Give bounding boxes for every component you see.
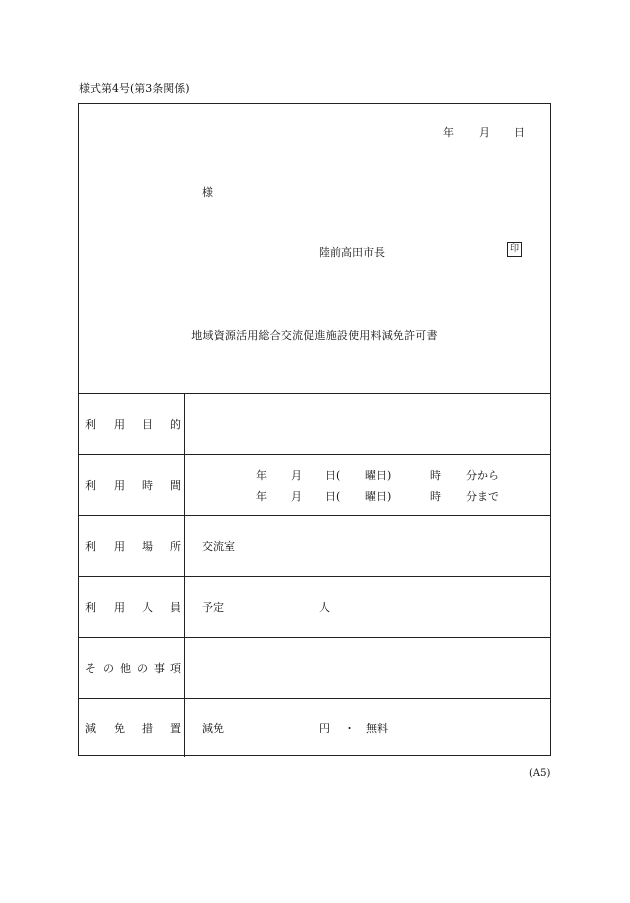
row-time	[79, 454, 550, 515]
reduction-prefix: 減免	[202, 722, 224, 735]
place-value: 交流室	[202, 540, 235, 553]
document-title: 地域資源活用総合交流促進施設使用料減免許可書	[191, 329, 438, 342]
people-prefix: 予定	[202, 601, 224, 614]
row-place-value	[185, 516, 550, 576]
people-unit: 人	[319, 601, 330, 614]
row-purpose-label: 利 用 目 的	[79, 394, 185, 454]
addressee-honorific: 様	[202, 186, 213, 199]
issuer-title: 陸前高田市長	[319, 246, 385, 259]
row-purpose-value	[185, 394, 550, 454]
row-other-value	[185, 638, 550, 698]
row-reduction-value	[185, 699, 550, 757]
form-header-area	[79, 104, 550, 394]
row-other	[79, 637, 550, 698]
row-reduction	[79, 698, 550, 757]
paper-size-label: (A5)	[529, 768, 551, 779]
row-people-label: 利 用 人 員	[79, 577, 185, 637]
reduction-yen-unit: 円	[319, 722, 330, 735]
row-people-value	[185, 577, 550, 637]
seal-mark: 印	[507, 242, 522, 257]
row-place-label: 利 用 場 所	[79, 516, 185, 576]
row-reduction-label: 減 免 措 置	[79, 699, 185, 757]
permit-form-frame	[78, 103, 551, 756]
row-other-label: そ の 他 の 事 項	[79, 638, 185, 698]
row-purpose	[79, 393, 550, 454]
date-month-label: 月	[479, 126, 490, 139]
form-number-label: 様式第4号(第3条関係)	[79, 82, 190, 95]
row-place	[79, 515, 550, 576]
reduction-free-option: 無料	[366, 722, 388, 735]
reduction-separator: ・	[344, 722, 355, 735]
row-people	[79, 576, 550, 637]
date-year-label: 年	[443, 126, 454, 139]
date-day-label: 日	[514, 126, 525, 139]
row-time-value: 年 月 日( 曜日) 時 分から 年 月 日( 曜日) 時 分まで	[256, 469, 499, 503]
row-time-label: 利 用 時 間	[79, 455, 185, 515]
